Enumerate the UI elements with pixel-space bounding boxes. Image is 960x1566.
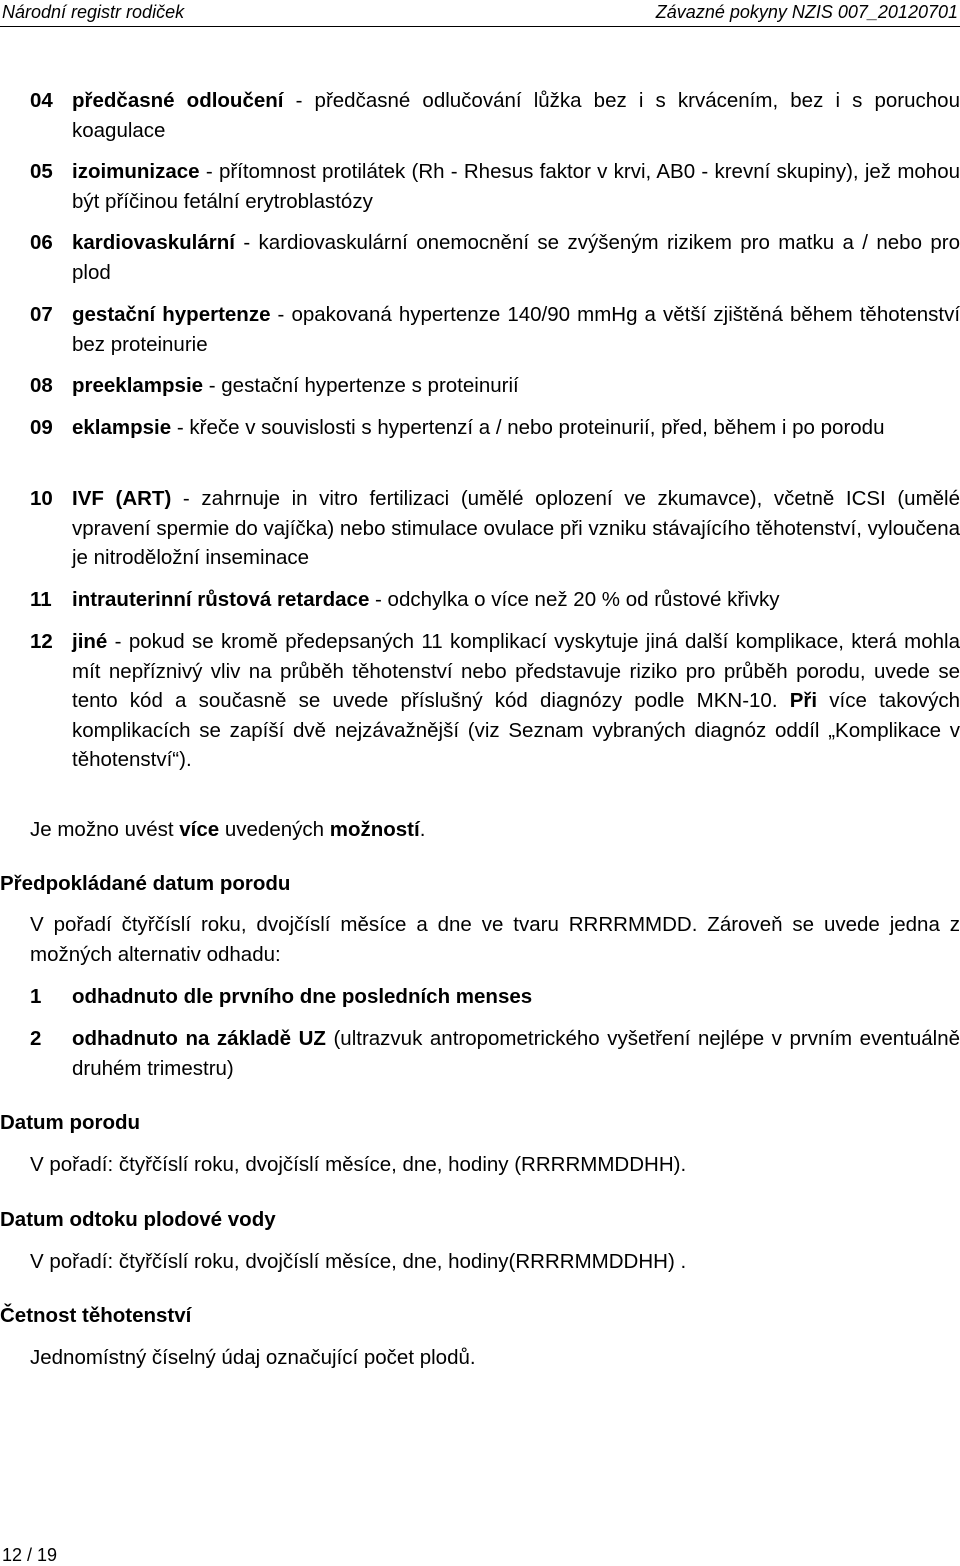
option-text	[72, 982, 960, 1012]
complication-text	[72, 300, 960, 359]
complication-term: intrauterinní růstová retardace	[72, 588, 370, 611]
complication-text	[72, 585, 960, 615]
waters-date-text: V pořadí: čtyřčíslí roku, dvojčíslí měsíce, dne, hodiny(RRRRMMDDHH) .	[30, 1250, 687, 1273]
complication-desc: - odchylka o více než 20 % od růstové křivky	[369, 588, 780, 611]
complication-term: preeklampsie	[72, 374, 204, 397]
complication-item-09	[0, 413, 960, 443]
header-registry-name: Národní registr rodiček	[2, 2, 185, 22]
option-text	[72, 1024, 960, 1083]
expected-date-text: V pořadí čtyřčíslí roku, dvojčíslí měsíce a dne ve tvaru RRRRMMDD. Zároveň se uvede jedna z možných alternativ odhadu:	[30, 913, 960, 966]
complication-desc: více takových komplikacích se zapíší dvě nejzávažnější (viz Seznam vybraných diagnóz oddíl „Komplikace v těhotenství“).	[72, 689, 960, 771]
complication-item-07	[0, 300, 960, 359]
estimate-option-2	[0, 1024, 960, 1083]
complication-text	[72, 86, 960, 145]
note-text: uvedených	[219, 818, 330, 841]
note-bold: možností	[329, 818, 420, 841]
complication-code: 11	[30, 588, 52, 611]
complication-term: gestační hypertenze	[72, 303, 271, 326]
page-header	[0, 0, 960, 27]
complication-text	[72, 627, 960, 775]
complication-code: 06	[30, 231, 53, 254]
complication-item-04	[0, 86, 960, 145]
complication-item-11	[0, 585, 960, 615]
complication-desc: - křeče v souvislosti s hypertenzí a / nebo proteinurií, před, během i po porodu	[171, 416, 885, 439]
complication-desc: - předčasné odlučování lůžka bez i s krvácením, bez i s poruchou koagulace	[72, 89, 960, 142]
complication-code: 09	[30, 416, 53, 439]
complication-text	[72, 228, 960, 287]
complication-desc: - kardiovaskulární onemocnění se zvýšeným rizikem pro matku a / nebo pro plod	[72, 231, 960, 284]
complication-code: 08	[30, 374, 53, 397]
complication-item-08	[0, 371, 960, 401]
complication-text	[72, 157, 960, 216]
complication-desc: - zahrnuje in vitro fertilizaci (umělé oplození ve zkumavce), včetně ICSI (umělé vpravení spermie do vajíčka) nebo stimulace ovulace při vzniku stávajícího těhotenství, vyloučena je nitroděložní inseminace	[72, 487, 960, 569]
complication-term: předčasné odloučení	[72, 89, 284, 112]
section-heading-expected-date: Předpokládané datum porodu	[0, 872, 291, 895]
option-term: odhadnuto na základě UZ	[72, 1027, 326, 1050]
complication-desc: - pokud se kromě předepsaných 11 komplikací vyskytuje jiná další komplikace, která mohla mít nepříznivý vliv na průběh těhotenství nebo představuje riziko pro průběh porodu, uvede se tento kód a současně se uvede příslušný kód diagnózy podle MKN-10.	[72, 630, 960, 712]
complication-item-10	[0, 484, 960, 573]
complication-item-05	[0, 157, 960, 216]
birth-date-text: V pořadí: čtyřčíslí roku, dvojčíslí měsíce, dne, hodiny (RRRRMMDDHH).	[30, 1153, 687, 1176]
complication-desc-bold: Při	[789, 689, 818, 712]
complication-desc: - opakovaná hypertenze 140/90 mmHg a větší zjištěná během těhotenství bez proteinurie	[72, 303, 960, 356]
complication-term: IVF (ART)	[72, 487, 172, 510]
complication-text	[72, 371, 960, 401]
complication-desc: - gestační hypertenze s proteinurií	[203, 374, 519, 397]
multiple-options-note	[30, 815, 960, 845]
frequency-text: Jednomístný číselný údaj označující počet plodů.	[30, 1346, 476, 1369]
complication-term: jiné	[72, 630, 108, 653]
note-bold: více	[179, 818, 220, 841]
complication-item-06	[0, 228, 960, 287]
complication-item-12	[0, 627, 960, 775]
complication-text	[72, 413, 960, 443]
complication-text	[72, 484, 960, 573]
complication-desc: - přítomnost protilátek (Rh - Rhesus faktor v krvi, AB0 - krevní skupiny), jež mohou být příčinou fetální erytroblastózy	[72, 160, 960, 213]
page-number: 12 / 19	[2, 1545, 58, 1565]
section-heading-waters-date: Datum odtoku plodové vody	[0, 1208, 276, 1231]
header-document-id: Závazné pokyny NZIS 007_20120701	[655, 2, 958, 22]
complication-code: 12	[30, 630, 53, 653]
complication-code: 07	[30, 303, 53, 326]
complication-term: eklampsie	[72, 416, 172, 439]
complication-code: 04	[30, 89, 53, 112]
option-code: 1	[30, 985, 42, 1008]
complication-term: kardiovaskulární	[72, 231, 235, 254]
option-term: odhadnuto dle prvního dne posledních menses	[72, 985, 533, 1008]
section-heading-frequency: Četnost těhotenství	[0, 1304, 192, 1327]
estimate-option-1	[0, 982, 960, 1012]
option-desc: (ultrazvuk antropometrického vyšetření nejlépe v prvním eventuálně druhém trimestru)	[72, 1027, 960, 1080]
complication-code: 05	[30, 160, 53, 183]
note-text: Je možno uvést	[30, 818, 180, 841]
complication-term: izoimunizace	[72, 160, 200, 183]
note-text: .	[419, 818, 426, 841]
section-heading-birth-date: Datum porodu	[0, 1111, 141, 1134]
option-code: 2	[30, 1027, 42, 1050]
complication-code: 10	[30, 487, 53, 510]
